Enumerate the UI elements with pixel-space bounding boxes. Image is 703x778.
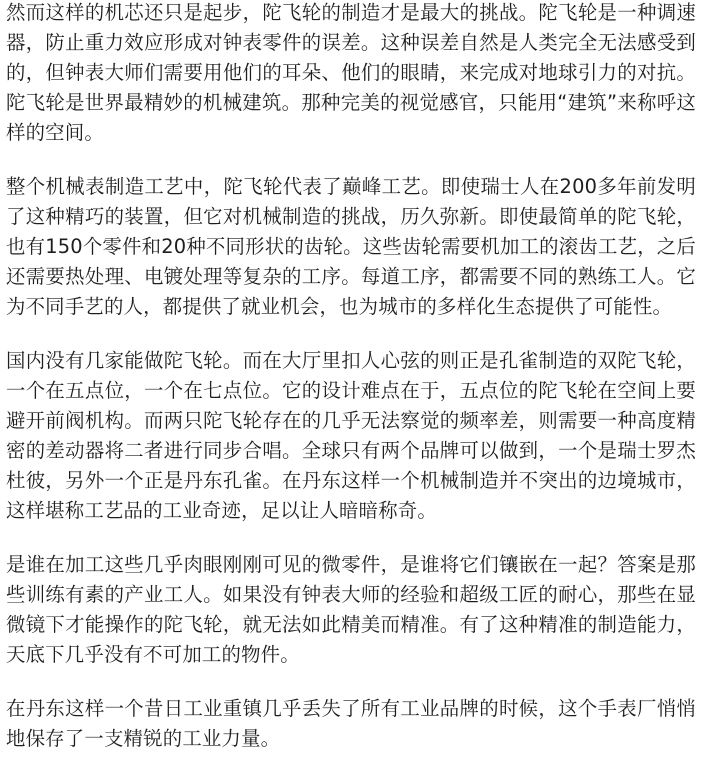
paragraph-1: 然而这样的机芯还只是起步，陀飞轮的制造才是最大的挑战。陀飞轮是一种调速器，防止重力效应形成对钟表零件的误差。这种误差自然是人类完全无法感受到的，但钟表大师们需要用他们的耳朵、他们的眼睛，来完成对地球引力的对抗。陀飞轮是世界最精妙的机械建筑。那种完美的视觉感官，只能用“建筑”来称呼这样的空间。 [6,1,696,144]
article-body [6,0,696,778]
paragraph-4: 是谁在加工这些几乎肉眼刚刚可见的微零件，是谁将它们镶嵌在一起？答案是那些训练有素的产业工人。如果没有钟表大师的经验和超级工匠的耐心，那些在显微镜下才能操作的陀飞轮，就无法如此精美而精准。有了这种精准的制造能力，天底下几乎没有不可加工的物件。 [6,553,696,666]
paragraph-5: 在丹东这样一个昔日工业重镇几乎丢失了所有工业品牌的时候，这个手表厂悄悄地保存了一支精锐的工业力量。 [6,697,696,750]
paragraph-3: 国内没有几家能做陀飞轮。而在大厅里扣人心弦的则正是孔雀制造的双陀飞轮，一个在五点位，一个在七点位。它的设计难点在于，五点位的陀飞轮在空间上要避开前阀机构。而两只陀飞轮存在的几乎无法察觉的频率差，则需要一种高度精密的差动器将二者进行同步合唱。全球只有两个品牌可以做到，一个是瑞士罗杰杜彼，另外一个正是丹东孔雀。在丹东这样一个机械制造并不突出的边境城市，这样堪称工艺品的工业奇迹，足以让人暗暗称奇。 [6,349,696,522]
paragraph-2: 整个机械表制造工艺中，陀飞轮代表了巅峰工艺。即使瑞士人在200多年前发明了这种精巧的装置，但它对机械制造的挑战，历久弥新。即使最简单的陀飞轮，也有150个零件和20种不同形状的齿轮。这些齿轮需要机加工的滚齿工艺，之后还需要热处理、电镀处理等复杂的工序。每道工序，都需要不同的熟练工人。它为不同手艺的人，都提供了就业机会，也为城市的多样化生态提供了可能性。 [6,175,696,318]
